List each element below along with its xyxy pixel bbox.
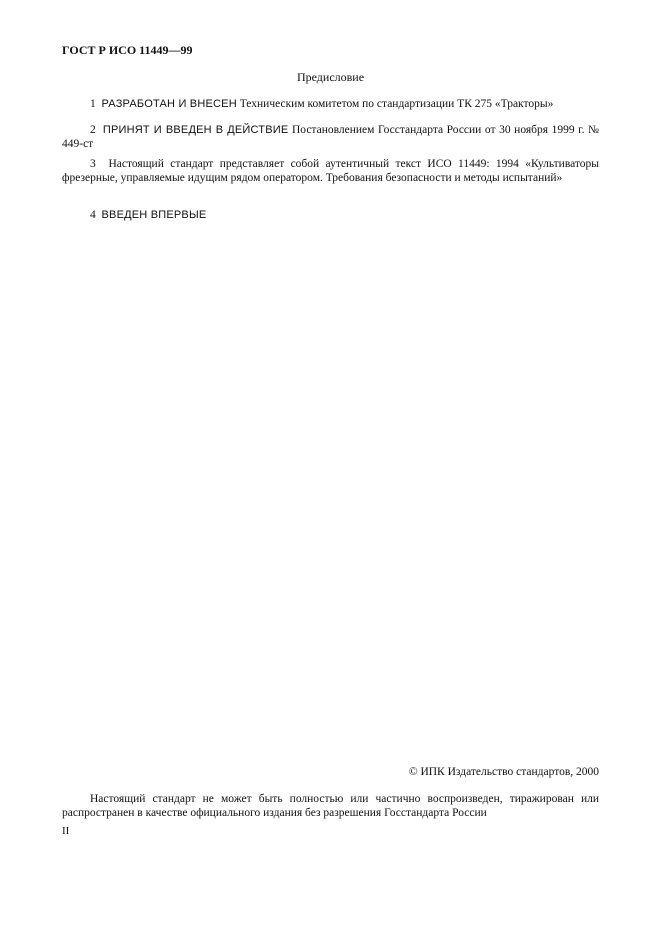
foreword-item-4 <box>62 209 599 223</box>
item-number: 2 <box>90 124 96 136</box>
item-text: Техническим комитетом по стандартизации ТК 275 «Тракторы» <box>236 98 554 110</box>
item-caps-lead: ПРИНЯТ И ВВЕДЕН В ДЕЙСТВИЕ <box>102 124 289 136</box>
item-number: 4 <box>90 209 96 221</box>
item-text: Настоящий стандарт представляет собой аутентичный текст ИСО 11449: 1994 «Культиваторы фрезерные, управляемые идущим рядом оператором. Требования безопасности и методы испытаний» <box>62 158 600 184</box>
foreword-title: Предисловие <box>296 70 365 84</box>
document-header-standard-id: ГОСТ Р ИСО 11449—99 <box>62 43 193 57</box>
page-number: II <box>62 825 70 837</box>
item-number: 3 <box>90 158 96 170</box>
item-caps-lead: РАЗРАБОТАН И ВНЕСЕН <box>101 98 237 110</box>
item-caps-lead: ВВЕДЕН ВПЕРВЫЕ <box>101 209 207 221</box>
copyright-line: © ИПК Издательство стандартов, 2000 <box>408 766 599 778</box>
foreword-item-3 <box>62 158 599 185</box>
reproduction-notice: Настоящий стандарт не может быть полностью или частично воспроизведен, тиражирован или распространен в качестве официального издания без разрешения Госстандарта России <box>62 793 599 819</box>
item-number: 1 <box>90 98 96 110</box>
foreword-item-2 <box>62 124 599 151</box>
item-text: Постановлением Госстандарта России от 30 ноября 1999 г. № 449-ст <box>62 124 599 150</box>
foreword-item-1 <box>62 98 599 112</box>
